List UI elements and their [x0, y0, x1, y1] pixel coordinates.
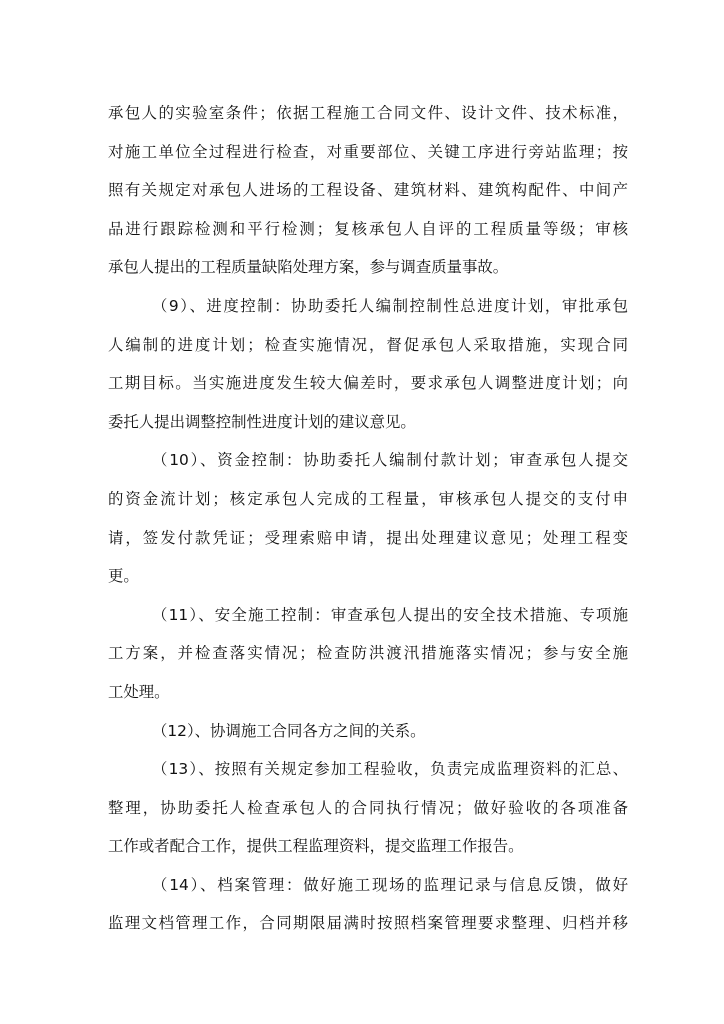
text-line: 承包人的实验室条件；依据工程施工合同文件、设计文件、技术标准， [108, 104, 628, 122]
text-line: 承包人提出的工程质量缺陷处理方案，参与调查质量事故。 [108, 258, 509, 277]
text-line: 人编制的进度计划；检查实施情况，督促承包人采取措施，实现合同 [108, 335, 628, 354]
text-line: 监理文档管理工作，合同期限届满时按照档案管理要求整理、归档并移 [108, 914, 628, 933]
text-line: 的资金流计划；核定承包人完成的工程量，审核承包人提交的支付申 [108, 489, 628, 508]
text-line: 工期目标。当实施进度发生较大偏差时，要求承包人调整进度计划；向 [108, 374, 628, 393]
text-line: （12）、协调施工合同各方之间的关系。 [152, 721, 426, 740]
text-line: （11）、安全施工控制：审查承包人提出的安全技术措施、专项施 [152, 605, 628, 624]
text-line: （9）、进度控制：协助委托人编制控制性总进度计划，审批承包 [152, 296, 628, 315]
text-line: 品进行跟踪检测和平行检测；复核承包人自评的工程质量等级；审核 [108, 219, 628, 238]
text-line: （13）、按照有关规定参加工程验收，负责完成监理资料的汇总、 [152, 760, 628, 779]
text-line: 工处理。 [108, 682, 170, 701]
paragraph-quality-control-continued [108, 94, 628, 287]
text-line: 工方案，并检查落实情况；检查防洪渡汛措施落实情况；参与安全施 [108, 644, 628, 663]
text-line: （14）、档案管理：做好施工现场的监理记录与信息反馈，做好 [152, 875, 628, 894]
text-line: 请，签发付款凭证；受理索赔申请，提出处理建议意见；处理工程变 [108, 528, 628, 547]
paragraph-item-11-safety-control [108, 596, 628, 712]
document-body [108, 94, 628, 943]
text-line: 更。 [108, 567, 139, 586]
text-line: 整理，协助委托人检查承包人的合同执行情况；做好验收的各项准备 [108, 798, 628, 817]
paragraph-item-10-fund-control [108, 441, 628, 595]
text-line: （10）、资金控制：协助委托人编制付款计划；审查承包人提交 [152, 451, 628, 470]
paragraph-item-12-coordination [108, 712, 628, 751]
text-line: 对施工单位全过程进行检查，对重要部位、关键工序进行旁站监理；按 [108, 142, 628, 161]
paragraph-item-13-acceptance [108, 750, 628, 866]
paragraph-item-14-archive-management [108, 866, 628, 943]
text-line: 委托人提出调整控制性进度计划的建议意见。 [108, 412, 416, 431]
text-line: 照有关规定对承包人进场的工程设备、建筑材料、建筑构配件、中间产 [108, 181, 628, 200]
text-line: 工作或者配合工作，提供工程监理资料，提交监理工作报告。 [108, 837, 524, 856]
paragraph-item-9-progress-control [108, 287, 628, 441]
